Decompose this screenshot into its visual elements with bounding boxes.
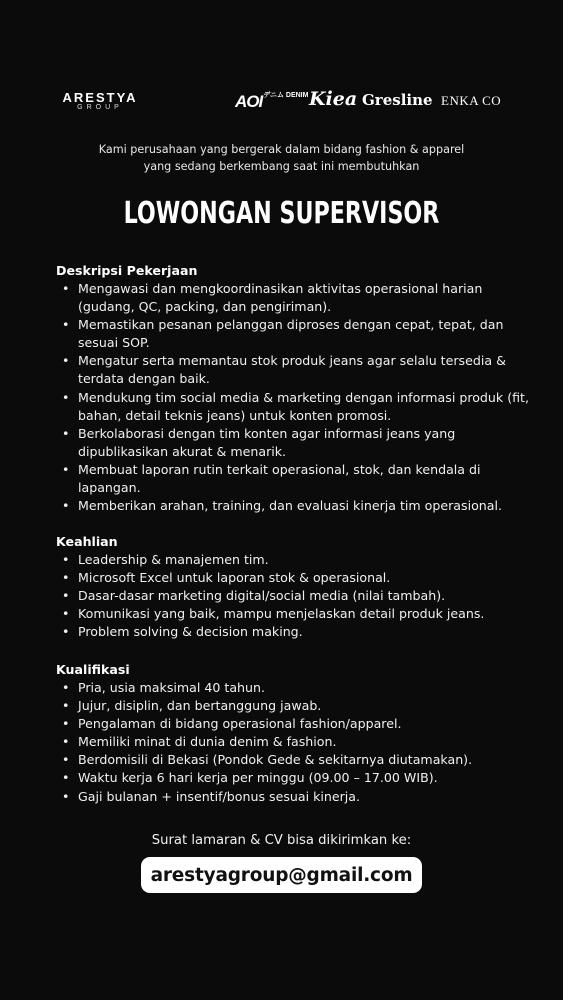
bullet-icon: • <box>62 734 70 750</box>
list-item <box>56 788 536 806</box>
list-item <box>56 551 536 569</box>
list-item-text: Memastikan pesanan pelanggan diproses dengan cepat, tepat, dan sesuai SOP. <box>78 317 504 351</box>
section-heading: Keahlian <box>56 534 118 549</box>
list-item-text: Leadership & manajemen tim. <box>78 552 269 567</box>
arestya-group-logo <box>62 90 138 111</box>
bullet-icon: • <box>62 624 70 640</box>
list-item-text: Microsoft Excel untuk laporan stok & operasional. <box>78 570 391 586</box>
list-item <box>56 623 536 641</box>
list-item <box>56 697 536 715</box>
kiea-logo: Kiea <box>309 88 358 110</box>
brand-sub: GROUP <box>77 104 123 111</box>
bullet-icon: • <box>62 770 70 786</box>
bullet-icon: • <box>62 281 70 296</box>
bullet-icon: • <box>62 353 70 369</box>
email-address[interactable]: arestyagroup@gmail.com <box>150 864 413 886</box>
list-item <box>56 733 536 751</box>
page-title: LOWONGAN SUPERVISOR <box>123 196 440 231</box>
apply-instruction: Surat lamaran & CV bisa dikirimkan ke: <box>151 833 412 848</box>
intro-text <box>0 142 563 175</box>
bullet-icon: • <box>62 317 70 333</box>
bullet-icon: • <box>62 389 70 405</box>
list-item-text: Jujur, disiplin, dan bertanggung jawab. <box>78 698 322 714</box>
list-item-text: Waktu kerja 6 hari kerja per minggu (09.00 – 17.00 WIB). <box>78 770 438 786</box>
list-item <box>56 715 536 733</box>
list-item <box>56 587 536 605</box>
list-item-text: Mengatur serta memantau stok produk jeans agar selalu tersedia & terdata dengan baik. <box>78 353 506 387</box>
intro-line-1: Kami perusahaan yang bergerak dalam bidang fashion & apparel <box>98 143 465 156</box>
list-item-text: Memiliki minat di dunia denim & fashion. <box>78 734 337 750</box>
bullet-icon: • <box>62 716 70 732</box>
list-item-text: Membuat laporan rutin terkait operasional, stok, dan kendala di lapangan. <box>78 461 481 496</box>
list-item-text: Pengalaman di bidang operasional fashion/apparel. <box>78 716 402 732</box>
list-item <box>56 352 536 388</box>
section-heading: Deskripsi Pekerjaan <box>56 263 198 278</box>
list-item <box>56 316 536 352</box>
bullet-icon: • <box>62 698 70 714</box>
bullet-icon: • <box>62 680 70 695</box>
list-item-text: Dasar-dasar marketing digital/social media (nilai tambah). <box>78 588 446 604</box>
brand-name: ARESTYA <box>62 90 138 105</box>
section-qualifications <box>56 661 536 806</box>
skills-list <box>56 551 536 641</box>
gresline-logo: Gresline <box>362 91 433 109</box>
list-item-text: Problem solving & decision making. <box>78 624 303 640</box>
list-item-text: Pria, usia maksimal 40 tahun. <box>78 680 265 695</box>
list-item <box>56 461 536 497</box>
intro-line-2: yang sedang berkembang saat ini membutuhkan <box>143 159 420 173</box>
list-item <box>56 679 536 697</box>
bullet-icon: • <box>62 606 70 622</box>
enka-co-logo: ENKA CO <box>441 93 502 108</box>
list-item-text: Berkolaborasi dengan tim konten agar informasi jeans yang dipublikasikan akurat & menarik. <box>78 425 456 459</box>
bullet-icon: • <box>62 788 70 804</box>
bullet-icon: • <box>62 498 70 514</box>
bullet-icon: • <box>62 570 70 586</box>
bullet-icon: • <box>62 425 70 441</box>
list-item-text: Mengawasi dan mengkoordinasikan aktivitas operasional harian (gudang, QC, packing, dan pengiriman). <box>78 281 483 315</box>
list-item <box>56 280 536 316</box>
aoi-logo-text: AOI <box>235 92 263 111</box>
bullet-icon: • <box>62 461 70 477</box>
list-item <box>56 769 536 787</box>
list-item <box>56 425 536 461</box>
section-job-description <box>56 262 536 515</box>
list-item-text: Gaji bulanan + insentif/bonus sesuai kinerja. <box>78 788 361 804</box>
qualifications-list <box>56 679 536 806</box>
list-item <box>56 605 536 623</box>
job-description-list <box>56 280 536 515</box>
list-item-text: Komunikasi yang baik, mampu menjelaskan detail produk jeans. <box>78 606 485 622</box>
aoi-denim-small-text: デニム DENIM <box>263 92 309 99</box>
header <box>0 82 563 122</box>
section-skills <box>56 533 536 641</box>
list-item <box>56 389 536 425</box>
list-item <box>56 751 536 769</box>
section-heading: Kualifikasi <box>56 662 130 677</box>
bullet-icon: • <box>62 752 70 768</box>
bullet-icon: • <box>62 588 70 604</box>
bullet-icon: • <box>62 552 70 567</box>
list-item-text: Mendukung tim social media & marketing dengan informasi produk (fit, bahan, detail teknis jeans) untuk konten promosi. <box>78 389 529 423</box>
email-box[interactable] <box>141 857 422 893</box>
list-item-text: Berdomisili di Bekasi (Pondok Gede & sekitarnya diutamakan). <box>78 752 473 768</box>
list-item <box>56 497 536 515</box>
aoi-denim-logo <box>235 92 308 112</box>
list-item-text: Memberikan arahan, training, dan evaluasi kinerja tim operasional. <box>78 498 502 514</box>
list-item <box>56 569 536 587</box>
